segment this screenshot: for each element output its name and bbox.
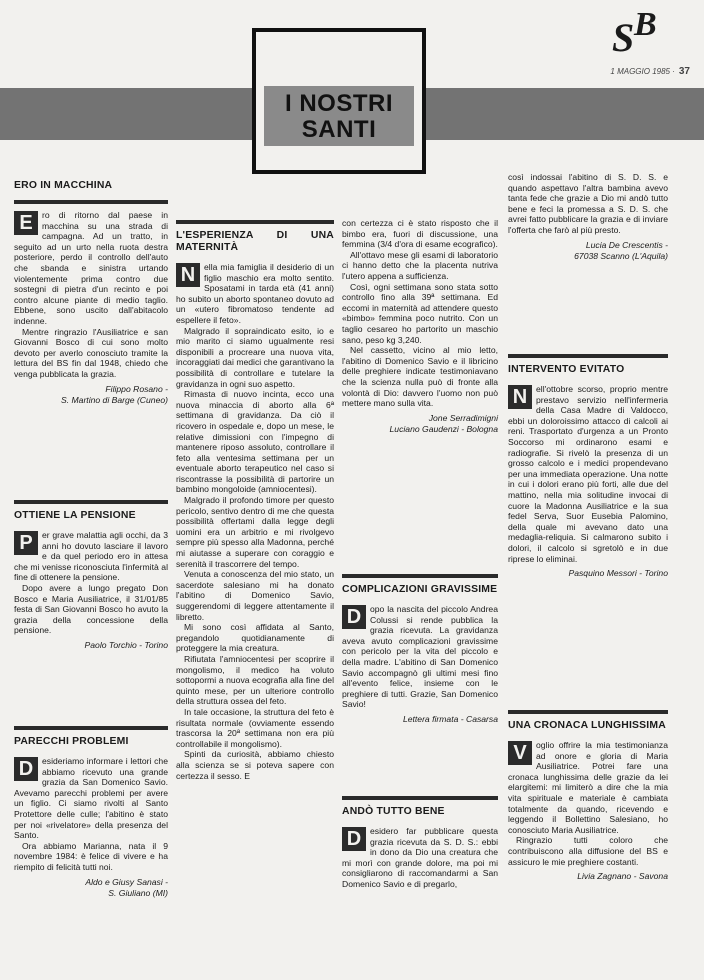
article-paragraph: Rifiutata l'amniocentesi per scoprire il mongolismo, il medico ha voluto sottopormi a nuova ecografia alla fine del quinto mese, per un ulteriore controllo della struttura ossea del feto. [176, 653, 334, 707]
article-title: INTERVENTO EVITATO [508, 364, 625, 375]
article-signature: Jone Serradimigni Luciano Gaudenzi - Bologna [389, 412, 498, 434]
article-rule [508, 354, 668, 358]
article-rule [14, 500, 168, 504]
article-signature: Aldo e Giusy Sanasi - S. Giuliano (MI) [85, 876, 168, 898]
article-paragraph: D opo la nascita del piccolo Andrea Colussi si rende pubblica la grazia ricevuta. La gravidanza aveva avuto complicazioni gravissime con pericolo per la vita del piccolo e della madre. L'abitino di San Domenico Savio accompagnò gli ultimi mesi fino all'evento felice, insieme con le preghiere di tutti. Grazie, San Domenico Savio! [342, 604, 498, 710]
article-paragraph: Dopo avere a lungo pregato Don Bosco e Maria Ausiliatrice, il 31/01/85 festa di San Giovanni Bosco ho avuto la grazia della concessione della pensione. [14, 582, 168, 636]
article-signature: Paolo Torchio - Torino [84, 639, 168, 650]
article-ottiene-la-pensione [14, 500, 168, 651]
article-paragraph: N ell'ottobre scorso, proprio mentre prestavo servizio nell'infermeria della Casa Madre di Valdocco, ebbi un doloroissimo attacco di calcoli ai reni. Trasportato d'urgenza a un Pronto Soccorso mi ordinarono esami e radiografie. Si rivelò la presenza di un grosso calcolo e i medici propendevano per una immediata operazione. Una notte in cui i dolori erano più forti, alle due del mattino, nella mia solitudine invocai di cuore la Madonna Ausiliatrice e la sua fedel Serva, Suor Eusebia Palomino, della quale mi avevano dato una medaglia-reliquia. Si calmarono subito i dolori, il calcolo si sgretolò e in due riprese lo eliminai. [508, 384, 668, 564]
article-rule [176, 220, 334, 224]
article-signature: Pasquino Messori - Torino [568, 568, 668, 579]
section-title-line2: SANTI [301, 116, 377, 143]
article-signature: Livia Zagnano - Savona [577, 871, 668, 882]
section-title-box [252, 28, 426, 174]
logo-b: B [634, 6, 657, 43]
article-title: UNA CRONACA LUNGHISSIMA [508, 720, 666, 731]
article-paragraph: V oglio offrire la mia testimonianza ad onore e gloria di Maria Ausiliatrice. Potrei fare una cronaca lunghissima delle grazie da lei elargitemi: mi limiterò a dire che la mia vita spirituale e materiale è cambiata totalmente da quando, ricevendo e leggendo il Bollettino Salesiano, ho conosciuto Maria Ausiliatrice. [508, 740, 668, 835]
article-paragraph: Nel cassetto, vicino al mio letto, l'abitino di Domenico Savio e il libricino delle preghiere indicate testimoniavano che la scienza nulla può di fronte alla volontà di Dio: davvero l'uomo non può mettere mano sulla vita. [342, 345, 498, 409]
article-intervento-evitato [508, 354, 668, 579]
article-paragraph: E ro di ritorno dal paese in macchina su una strada di campagna. Ad un tratto, in seguito ad un urto nella ruota destra posteriore, perdo il controllo dell'auto che sbanda e sinistra urtando violentemente prima contro due sostegni di pietra d'un recinto e poi contro alcune piante di medio taglio. Ebbene, sono uscito dall'abitacolo indenne. [14, 210, 168, 326]
article-signature: Lettera firmata - Casarsa [402, 713, 498, 724]
drop-cap: D [342, 827, 366, 851]
article-title: OTTIENE LA PENSIONE [14, 510, 136, 521]
page-number: 37 [678, 66, 690, 77]
drop-cap: D [14, 757, 38, 781]
article-una-cronaca-lunghissima [508, 710, 668, 882]
article-title: L'ESPERIENZA DI UNA MATERNITÀ [176, 230, 334, 253]
article-paragraph: con certezza ci è stato risposto che il bimbo era, fuori di discussione, una femmina (3/4 d'ora di esame ecografico). [342, 218, 498, 250]
sb-logo [612, 6, 674, 60]
article-paragraph: Venuta a conoscenza del mio stato, un sacerdote salesiano mi ha donato l'abitino di Domenico Savio, suggerendomi di leggere attentamente il libretto. [176, 569, 334, 622]
article-ando-tutto-bene-continued [508, 172, 668, 262]
article-paragraph: Mi sono così affidata al Santo, pregandolo quotidianamente di proteggere la mia creatura. [176, 622, 334, 654]
article-paragraph: Malgrado il profondo timore per questo pericolo, sentivo dentro di me che questa possibilità offertami dalla legge degli uomini era un arbitrio e mi rivolgevo sempre più spesso alla Madonna, perché mi aiutasse a superare con coraggio e serenità il trascorrere del tempo. [176, 495, 334, 569]
dateline [610, 66, 690, 77]
article-paragraph: D esideriamo informare i lettori che abbiamo ricevuto una grande grazia da San Domenico Savio. Avevamo parecchi problemi per avere un figlio. Ci siamo rivolti al Santo Protettore delle culle; l'abitino è stato per noi «rivelatore» della presenza del Santo. [14, 756, 168, 841]
drop-cap: P [14, 531, 38, 555]
article-paragraph: Malgrado il sopraindicato esito, io e mio marito ci siamo ugualmente resi disponibili a procreare una nuova vita, incoraggiati dai medici che garantivano la possibilità di controllare e tutelare la gravidanza in ogni suo aspetto. [176, 325, 334, 389]
drop-cap: E [14, 211, 38, 235]
article-paragraph: Mentre ringrazio l'Ausiliatrice e san Giovanni Bosco di cui sono molto devoto per averlo conosciuto tramite la lettura del BS fin dal 1948, chiedo che venga pubblicata la grazia. [14, 326, 168, 379]
section-title-line1: I NOSTRI [284, 90, 393, 117]
article-paragraph: In tale occasione, la struttura del feto è risultata normale (ovviamente essendo trascorsa la 20ª settimana non era più controllabile il mongolismo). [176, 706, 334, 749]
article-signature: Filippo Rosano - S. Martino di Barge (Cuneo) [61, 383, 168, 405]
article-title: PARECCHI PROBLEMI [14, 736, 129, 747]
article-ero-in-macchina [14, 180, 168, 406]
article-esperienza-maternita-continued [342, 218, 498, 435]
article-paragraph: All'ottavo mese gli esami di laboratorio ci hanno detto che la placenta nutriva l'utero appena a sufficienza. [342, 249, 498, 281]
article-rule [342, 796, 498, 800]
article-paragraph: D esidero far pubblicare questa grazia ricevuta da S. D. S.: ebbi in dono da Dio una creatura che mi morì con grande dolore, ma poi mi consigliarono di raccomandarmi a San Domenico Savio e di pregarlo, [342, 826, 498, 889]
article-paragraph: Rimasta di nuovo incinta, ecco una nuova minaccia di aborto alla 6ª settimana di gravidanza. Da ciò il ricovero in ospedale e, dopo un mese, le relative dimissioni con l'impegno di mantenere riposo assoluto, controllare il feto alla ventesima settimana per un eventuale aborto terapeutico nel caso si riscontrasse la possibilità di partorire un bambino mongoloide (amniocentesi). [176, 389, 334, 495]
article-paragraph: Spinti da curiosità, abbiamo chiesto alla scienza se si poteva sapere con certezza il sesso. E [176, 749, 334, 781]
article-esperienza-maternita [176, 220, 334, 781]
article-title: ANDÒ TUTTO BENE [342, 806, 445, 817]
article-paragraph: così indossai l'abitino di S. D. S. e quando aspettavo l'altra bambina avevo tanta fede che grazie a Dio mi andò tutto bene e feci la promessa a S. D. S. che avrei fatto pubblicare la grazia e di inviare l'offerta che farò al più presto. [508, 172, 668, 235]
title-band-right [426, 88, 704, 140]
article-title: COMPLICAZIONI GRAVISSIME [342, 584, 498, 595]
article-paragraph: N ella mia famiglia il desiderio di un figlio maschio era molto sentito. Sposatami in tarda età (41 anni) ho subito un aborto spontaneo dovuto ad un «utero fibromatoso tendente ad espellere il feto». [176, 262, 334, 325]
article-ando-tutto-bene [342, 796, 498, 890]
article-paragraph: P er grave malattia agli occhi, da 3 anni ho dovuto lasciare il lavoro e da quel periodo ero in attesa che mi venisse riconosciuta l'infermità al fine di ottenere la pensione. [14, 530, 168, 583]
article-rule [342, 574, 498, 578]
article-title: ERO IN MACCHINA [14, 180, 113, 191]
drop-cap: N [508, 385, 532, 409]
drop-cap: V [508, 741, 532, 765]
article-rule [14, 726, 168, 730]
issue-date: 1 MAGGIO 1985 · [610, 67, 675, 76]
article-rule [14, 200, 168, 204]
article-rule [508, 710, 668, 714]
logo-s: S [612, 15, 635, 60]
article-parecchi-problemi [14, 726, 168, 899]
drop-cap: N [176, 263, 200, 287]
drop-cap: D [342, 605, 366, 629]
article-paragraph: Così, ogni settimana sono stata sotto controllo fino alla 39ª settimana. Ed eccomi in maternità ad attendere questo «bimbo» femmina poco nutrito. Con un taglio cesareo ho partorito un maschio sano, peso kg 3,240. [342, 281, 498, 345]
article-signature: Lucia De Crescentis - 67038 Scanno (L'Aquila) [574, 239, 668, 261]
article-paragraph: Ringrazio tutti coloro che contribuiscono alla diffusione del BS e assicuro le mie preghiere costanti. [508, 835, 668, 867]
article-paragraph: Ora abbiamo Marianna, nata il 9 novembre 1984: è felice di vivere e ha riempito di felicità tutti noi. [14, 840, 168, 872]
article-complicazioni-gravissime [342, 574, 498, 725]
title-band-left [0, 88, 252, 140]
